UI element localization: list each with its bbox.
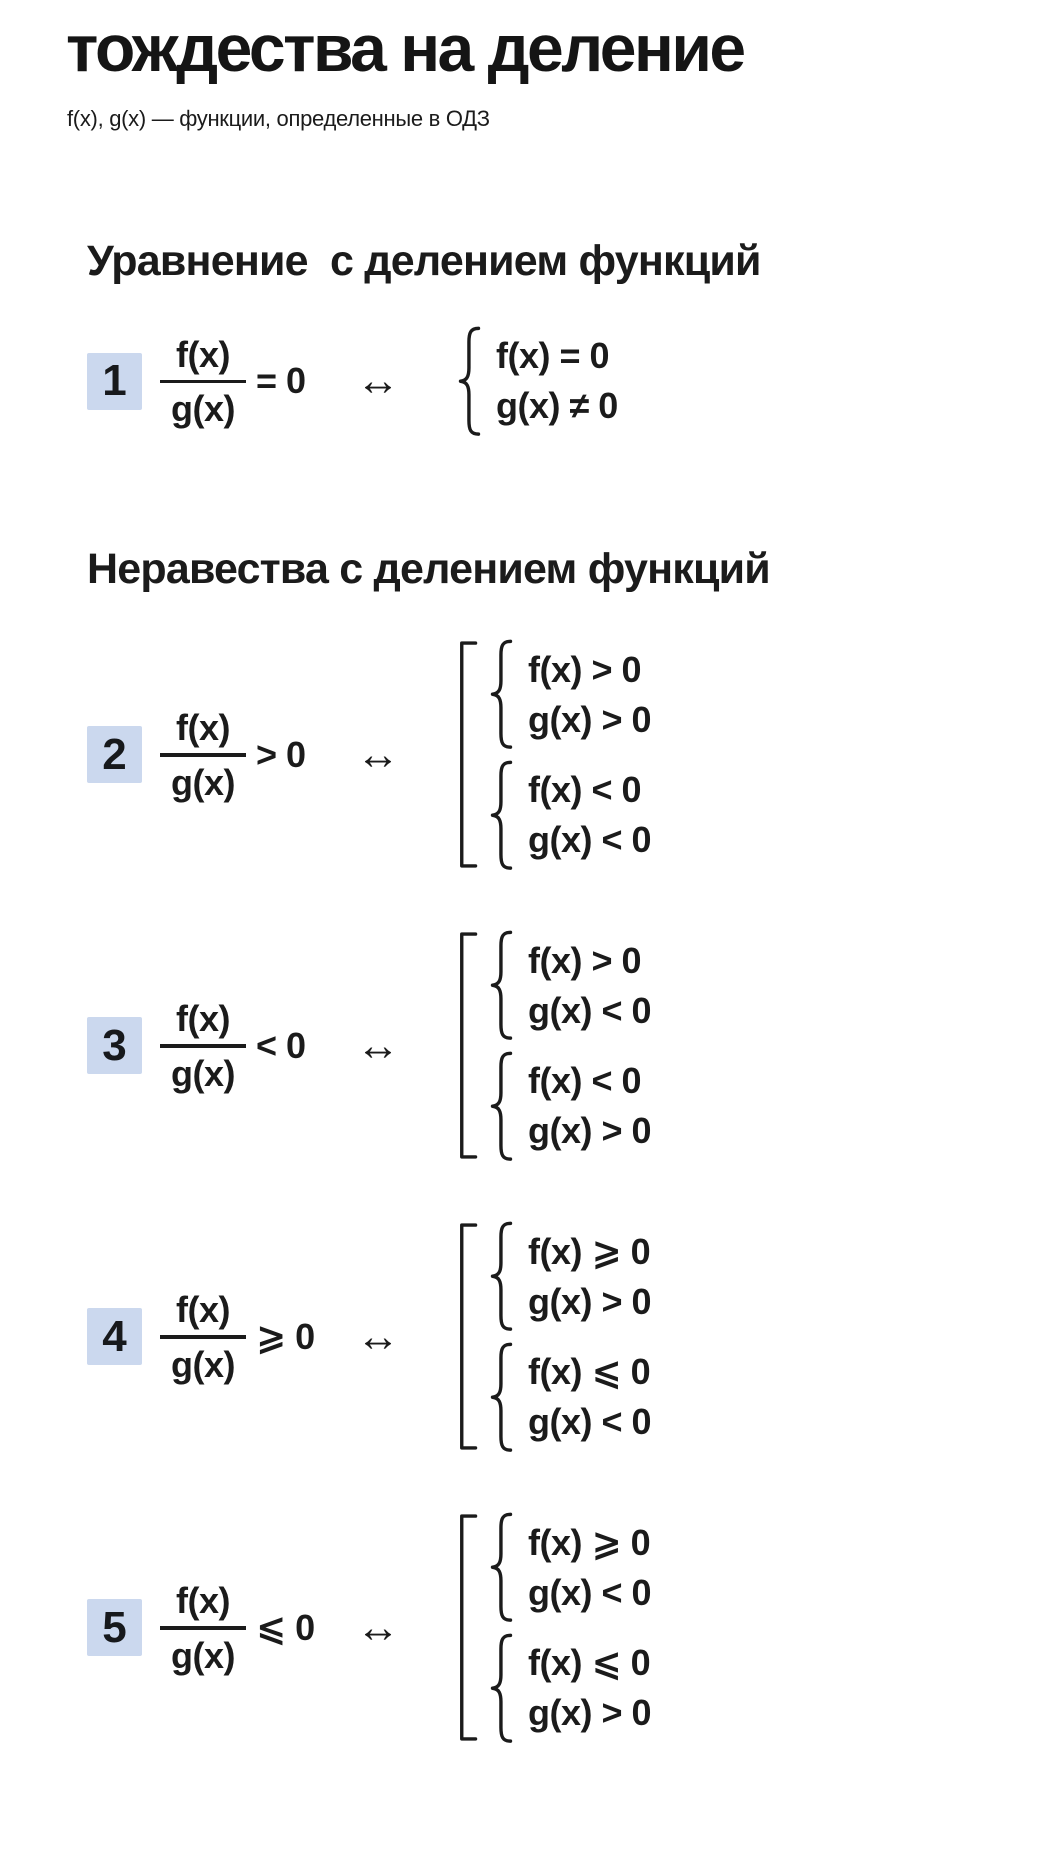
system-group xyxy=(488,636,651,753)
identity-row-2 xyxy=(0,636,1045,873)
condition-line: f(x) ⩽ 0 xyxy=(528,1642,651,1684)
conditions xyxy=(483,325,618,438)
fraction-numerator: f(x) xyxy=(176,333,230,375)
identity-row-5 xyxy=(0,1509,1045,1746)
curly-brace-icon xyxy=(488,759,515,872)
fraction xyxy=(160,996,246,1096)
conditions xyxy=(515,1050,651,1163)
section-equation-heading: Уравнение с делением функций xyxy=(87,237,761,286)
curly-brace-icon xyxy=(488,1050,515,1163)
identity-row-1 xyxy=(0,323,1045,440)
conditions xyxy=(515,638,651,751)
left-hand-side xyxy=(160,1578,318,1678)
condition-line: f(x) > 0 xyxy=(528,939,642,981)
fraction-numerator: f(x) xyxy=(176,998,230,1040)
section-inequalities xyxy=(0,544,1045,1747)
condition-line: g(x) ≠ 0 xyxy=(496,385,618,427)
left-hand-side xyxy=(160,705,318,805)
section-inequalities-heading: Неравества с делением функций xyxy=(87,544,770,593)
union-systems xyxy=(479,1509,651,1746)
fraction-denominator: g(x) xyxy=(171,388,235,430)
system-group xyxy=(488,1509,651,1626)
square-bracket-icon xyxy=(456,927,479,1164)
left-hand-side xyxy=(160,996,318,1096)
relation-text: ⩾ 0 xyxy=(256,1315,315,1357)
condition-line: g(x) < 0 xyxy=(528,989,652,1031)
row-number-badge: 1 xyxy=(87,353,142,410)
curly-brace-icon xyxy=(488,638,515,751)
fraction xyxy=(160,1578,246,1678)
system-group xyxy=(488,1218,651,1335)
union-systems xyxy=(479,927,651,1164)
curly-brace-icon xyxy=(488,1632,515,1745)
fraction-bar xyxy=(160,1626,246,1630)
right-hand-side xyxy=(456,636,651,873)
right-hand-side xyxy=(456,1509,651,1746)
conditions xyxy=(515,1632,651,1745)
union-systems xyxy=(479,1218,651,1455)
left-hand-side xyxy=(160,1287,318,1387)
square-bracket-icon xyxy=(456,1509,479,1746)
system-group xyxy=(488,927,651,1044)
union-group xyxy=(456,1509,651,1746)
fraction-numerator: f(x) xyxy=(176,1289,230,1331)
system-group xyxy=(488,757,651,874)
fraction-bar xyxy=(160,1335,246,1339)
relation-text: ⩽ 0 xyxy=(256,1606,315,1648)
right-hand-side xyxy=(456,927,651,1164)
condition-line: g(x) < 0 xyxy=(528,819,652,861)
fraction-denominator: g(x) xyxy=(171,1634,235,1676)
union-group xyxy=(456,636,651,873)
condition-line: f(x) ⩾ 0 xyxy=(528,1230,651,1272)
conditions xyxy=(515,759,651,872)
conditions xyxy=(515,929,651,1042)
fraction-denominator: g(x) xyxy=(171,761,235,803)
curly-brace-icon xyxy=(488,929,515,1042)
union-group xyxy=(456,927,651,1164)
equivalence-arrow-icon: ↔ xyxy=(356,356,400,406)
condition-line: g(x) > 0 xyxy=(528,1280,652,1322)
page-title: тождества на деление xyxy=(66,11,744,85)
fraction xyxy=(160,1287,246,1387)
equivalence-arrow-icon: ↔ xyxy=(356,729,400,779)
condition-line: f(x) < 0 xyxy=(528,1060,642,1102)
relation-text: > 0 xyxy=(256,733,306,775)
system-group xyxy=(488,1630,651,1747)
condition-line: f(x) < 0 xyxy=(528,769,642,811)
row-number-badge: 3 xyxy=(87,1017,142,1074)
condition-line: f(x) = 0 xyxy=(496,335,610,377)
system-group xyxy=(488,1339,651,1456)
row-number-badge: 4 xyxy=(87,1308,142,1365)
condition-line: f(x) > 0 xyxy=(528,648,642,690)
condition-line: g(x) < 0 xyxy=(528,1571,652,1613)
fraction-denominator: g(x) xyxy=(171,1052,235,1094)
condition-line: g(x) > 0 xyxy=(528,698,652,740)
fraction-bar xyxy=(160,1044,246,1048)
condition-line: f(x) ⩾ 0 xyxy=(528,1521,651,1563)
system-group xyxy=(456,323,618,440)
right-hand-side xyxy=(456,323,618,440)
equivalence-arrow-icon: ↔ xyxy=(356,1602,400,1652)
row-number-badge: 5 xyxy=(87,1599,142,1656)
fraction-bar xyxy=(160,380,246,384)
conditions xyxy=(515,1511,651,1624)
equivalence-arrow-icon: ↔ xyxy=(356,1311,400,1361)
fraction-denominator: g(x) xyxy=(171,1343,235,1385)
fraction-numerator: f(x) xyxy=(176,707,230,749)
condition-line: f(x) ⩽ 0 xyxy=(528,1351,651,1393)
section-equation xyxy=(0,236,1045,439)
condition-line: g(x) < 0 xyxy=(528,1401,652,1443)
identity-row-4 xyxy=(0,1218,1045,1455)
curly-brace-icon xyxy=(488,1220,515,1333)
row-number-badge: 2 xyxy=(87,726,142,783)
page-subtitle: f(x), g(x) — функции, определенные в ОДЗ xyxy=(67,105,490,131)
curly-brace-icon xyxy=(456,325,483,438)
union-group xyxy=(456,1218,651,1455)
system-group xyxy=(488,1048,651,1165)
fraction-numerator: f(x) xyxy=(176,1580,230,1622)
condition-line: g(x) > 0 xyxy=(528,1110,652,1152)
left-hand-side xyxy=(160,332,318,432)
conditions xyxy=(515,1341,651,1454)
square-bracket-icon xyxy=(456,636,479,873)
fraction xyxy=(160,332,246,432)
curly-brace-icon xyxy=(488,1511,515,1624)
relation-text: = 0 xyxy=(256,360,306,402)
relation-text: < 0 xyxy=(256,1024,306,1066)
curly-brace-icon xyxy=(488,1341,515,1454)
union-systems xyxy=(479,636,651,873)
condition-line: g(x) > 0 xyxy=(528,1692,652,1734)
equivalence-arrow-icon: ↔ xyxy=(356,1020,400,1070)
identity-row-3 xyxy=(0,927,1045,1164)
fraction xyxy=(160,705,246,805)
fraction-bar xyxy=(160,753,246,757)
conditions xyxy=(515,1220,651,1333)
right-hand-side xyxy=(456,1218,651,1455)
square-bracket-icon xyxy=(456,1218,479,1455)
